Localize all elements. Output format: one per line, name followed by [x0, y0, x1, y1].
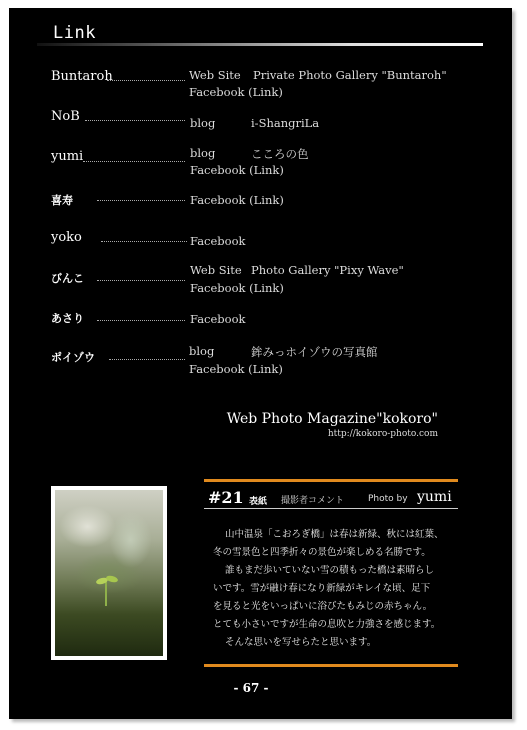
link-kind: Web Site: [189, 68, 241, 82]
link-kind: Facebook: [190, 163, 246, 177]
caption-line: 誰もまだ歩いていない雪の積もった橋は素晴らし: [225, 565, 435, 576]
link-name-nob: NoB: [51, 109, 80, 124]
caption-line: とても小さいですが生命の息吹と力強さを感じます。: [213, 619, 441, 630]
link-name-asari: あさり: [51, 312, 84, 325]
leader-dots: [109, 358, 185, 360]
link-entry[interactable]: [190, 163, 284, 177]
link-value[interactable]: (Link): [249, 163, 284, 177]
title-underline: [37, 43, 483, 46]
link-entry[interactable]: [190, 281, 284, 295]
link-entry[interactable]: [189, 85, 283, 99]
link-kind: blog: [189, 344, 215, 358]
link-kind: Facebook: [190, 281, 246, 295]
link-name-poizou: ポイゾウ: [51, 351, 95, 364]
link-entry[interactable]: [190, 146, 309, 161]
leader-dots: [97, 279, 185, 281]
sprout-stem: [105, 582, 107, 606]
magazine-title: Web Photo Magazine"kokoro": [226, 411, 438, 427]
link-kind: Facebook: [190, 312, 246, 326]
caption-line: 冬の雪景色と四季折々の景色が楽しめる名勝です。: [213, 547, 431, 558]
link-entry[interactable]: [190, 116, 320, 130]
caption-line: 山中温泉「こおろぎ橋」は春は新緑、秋には紅葉、: [225, 529, 444, 540]
link-name-binko: びんこ: [51, 272, 84, 285]
link-kind: blog: [190, 116, 216, 130]
link-value[interactable]: (Link): [249, 193, 284, 207]
link-entry[interactable]: [190, 193, 284, 207]
link-kind: Web Site: [190, 263, 242, 277]
link-kind: Facebook: [190, 193, 246, 207]
magazine-url[interactable]: http://kokoro-photo.com: [327, 429, 438, 439]
link-kind: Facebook: [189, 85, 245, 99]
link-kind: Facebook: [189, 362, 245, 376]
caption-bottom-rule: [204, 664, 458, 667]
comment-label: 撮影者コメント: [281, 496, 345, 506]
link-value[interactable]: Private Photo Gallery "Buntaroh": [253, 68, 447, 82]
link-value[interactable]: (Link): [248, 362, 283, 376]
caption-divider: [204, 508, 458, 509]
link-value[interactable]: (Link): [248, 85, 283, 99]
link-kind: Facebook: [190, 234, 246, 248]
link-entry[interactable]: [190, 234, 245, 248]
caption-line: いです。雪が融け春になり新緑がキレイな頃、足下: [213, 583, 431, 594]
link-entry[interactable]: [189, 362, 283, 376]
caption-line: を見ると光をいっぱいに浴びたもみじの赤ちゃん。: [213, 601, 433, 612]
link-entry[interactable]: [189, 344, 378, 359]
photographer-name: yumi: [417, 489, 452, 505]
leader-dots: [97, 319, 185, 321]
link-name-yoko: yoko: [51, 230, 82, 245]
sprout-leaf: [105, 575, 118, 584]
link-entry[interactable]: [190, 263, 404, 277]
link-entry[interactable]: [189, 68, 447, 82]
link-name-kiju: 喜寿: [51, 194, 73, 207]
link-name-buntaroh: Buntaroh: [51, 69, 113, 84]
photo-label: 表紙: [249, 497, 268, 507]
link-value[interactable]: (Link): [249, 281, 284, 295]
section-title: Link: [53, 23, 96, 43]
caption-top-rule: [204, 479, 458, 482]
link-value[interactable]: 鉾みっホイゾウの写真館: [251, 345, 378, 359]
photo-number: #21: [208, 488, 244, 507]
leader-dots: [85, 119, 185, 121]
link-entry[interactable]: [190, 312, 245, 326]
magazine-page: [9, 8, 512, 719]
cover-photo-frame: [51, 486, 167, 660]
link-kind: blog: [190, 146, 216, 160]
caption-line: そんな思いを写せらたと思います。: [225, 637, 377, 648]
link-value[interactable]: Photo Gallery "Pixy Wave": [251, 263, 404, 277]
link-value[interactable]: i-ShangriLa: [251, 116, 320, 130]
cover-photo: [55, 490, 163, 656]
link-name-yumi: yumi: [51, 149, 84, 164]
page-number: - 67 -: [233, 681, 269, 695]
leader-dots: [97, 199, 185, 201]
leader-dots: [101, 240, 187, 242]
leader-dots: [107, 79, 185, 81]
photo-by-label: Photo by: [368, 494, 408, 504]
link-value[interactable]: こころの色: [251, 147, 309, 161]
leader-dots: [83, 160, 185, 162]
